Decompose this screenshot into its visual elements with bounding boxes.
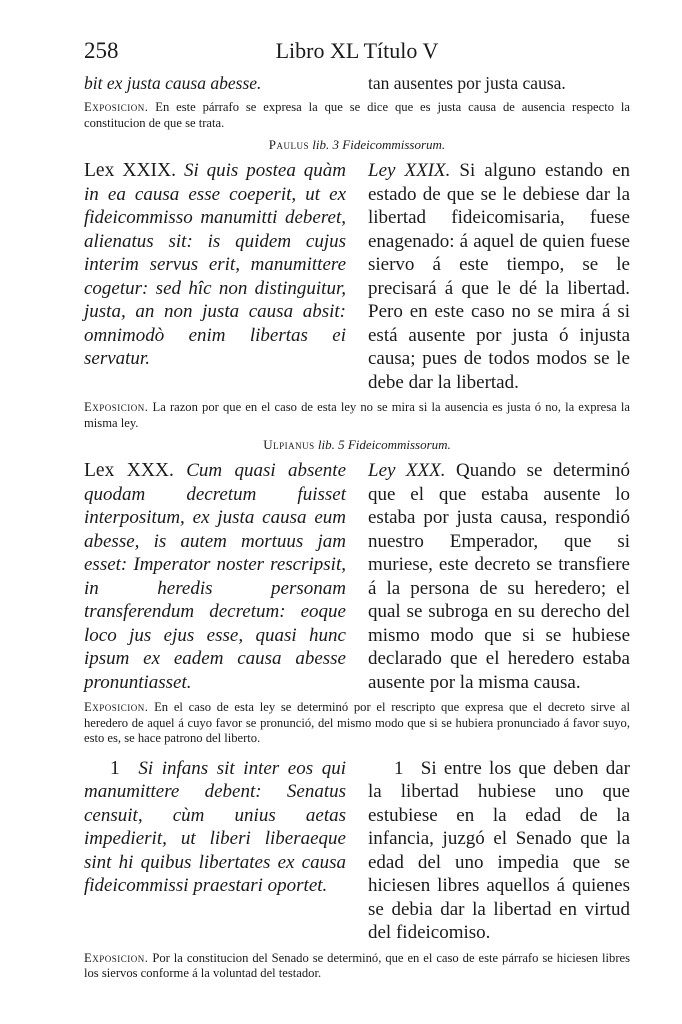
exposition-4 (84, 951, 630, 982)
lex-30-spanish-text: Quando se determinó que el que estaba ausente lo estaba por justa causa, respondió nuestro Emperador, que si muriese, este decreto se transfiere á la persona de su heredero; el qual se subroga en su derecho del mismo modo que si se hubiese declarado que el heredero estaba ausente por la misma causa. (368, 460, 630, 693)
continuation-row (84, 72, 630, 94)
section-1 (84, 757, 630, 945)
lex-30-latin-text: Cum quasi absente quodam decretum fuisset interpositum, ex justa causa eum abesse, is autem mortuus jam esset: Imperator noster rescripsit, in heredis personam transferendum decretum: eoque loco jus ejus esse, quasi hunc ipsum ex eadem causa abesse pronuntiasset. (84, 460, 346, 693)
lex-29-spanish (368, 159, 630, 394)
section-1-spanish (368, 757, 630, 945)
exposition-tag: Exposicion. (84, 400, 149, 414)
running-header (84, 36, 630, 72)
exposition-3 (84, 700, 630, 747)
latin-continuation: bit ex justa causa abesse. (84, 73, 262, 93)
lex-30-spanish (368, 459, 630, 694)
exposition-tag: Exposicion. (84, 700, 149, 714)
section-1-latin-text: Si infans sit inter eos qui manumittere debent: Senatus censuit, cùm unius aetas impedierit, ut liberi liberaeque sint hi quibus libertates ex causa fideicommissi praestari oportet. (84, 757, 346, 896)
running-title: Libro XL Título V (275, 38, 439, 63)
exposition-2 (84, 400, 630, 431)
exposition-tag: Exposicion. (84, 100, 149, 114)
source-work: Fideicommissorum. (347, 437, 451, 452)
lex-29-spanish-text: Si alguno estando en estado de que se le debiese dar la libertad fideicomisaria, fuese enagenado: á aquel de quien fuese siervo á este tiempo, se le precisará á que le dé la libertad. Pero en este caso no se mira á si está ausente por justa ó injusta causa; pues de todos modos se le debe dar la libertad. (368, 160, 631, 393)
source-author: Paulus (268, 137, 310, 152)
source-author: Ulpianus (263, 437, 315, 452)
source-ulpianus (84, 437, 630, 453)
source-work: Fideicommissorum. (342, 137, 446, 152)
source-paulus (84, 137, 630, 153)
page (84, 36, 630, 982)
lex-29 (84, 159, 630, 394)
section-1-latin (84, 757, 346, 945)
exposition-tag: Exposicion. (84, 950, 149, 965)
section-1-latin-num: 1 (110, 757, 120, 779)
lex-29-latin (84, 159, 346, 394)
exposition-text: En el caso de esta ley se determinó por el rescripto que expresa que el decreto sirve al heredero de aquel á cuyo favor se pronunció, del mismo modo que si se hubiera pronunciado á favor suyo, esto es, se hace patrono del liberto. (84, 700, 630, 745)
source-lib: lib. 3 (312, 137, 340, 152)
page-number: 258 (84, 38, 119, 63)
source-lib: lib. 5 (317, 437, 345, 452)
lex-30-spanish-label: Ley XXX. (368, 460, 446, 481)
lex-30-latin-label: Lex XXX. (84, 460, 174, 481)
exposition-1 (84, 100, 630, 131)
exposition-text: La razon por que en el caso de esta ley no se mira si la ausencia es justa ó no, la expresa la misma ley. (84, 400, 630, 430)
lex-30 (84, 459, 630, 694)
section-1-spanish-num: 1 (394, 757, 404, 779)
spanish-continuation: tan ausentes por justa causa. (368, 73, 566, 93)
lex-29-spanish-label: Ley XXIX. (368, 160, 451, 181)
lex-30-latin (84, 459, 346, 694)
lex-29-latin-label: Lex XXIX. (84, 160, 176, 181)
exposition-text: Por la constitucion del Senado se determinó, que en el caso de este párrafo se hiciesen libres los siervos conforme á la voluntad del testador. (84, 950, 631, 980)
exposition-text: En este párrafo se expresa la que se dice que es justa causa de ausencia respecto la constitucion de que se trata. (84, 100, 630, 130)
section-1-spanish-text: Si entre los que deben dar la libertad hubiese uno que estubiese en la edad de la infancia, juzgó el Senado que la edad del uno impedia que se hiciesen libres aquellos á quienes se debia dar la libertad en virtud del fideicomiso. (368, 757, 630, 943)
lex-29-latin-text: Si quis postea quàm in ea causa esse coeperit, ut ex fideicommisso manumitti deberet, alienatus sit: is quidem cujus interim servus erit, manumittere cogetur: sed hîc non distinguitur, justa, an non justa causa absit: omnimodò enim libertas ei servatur. (84, 160, 347, 369)
